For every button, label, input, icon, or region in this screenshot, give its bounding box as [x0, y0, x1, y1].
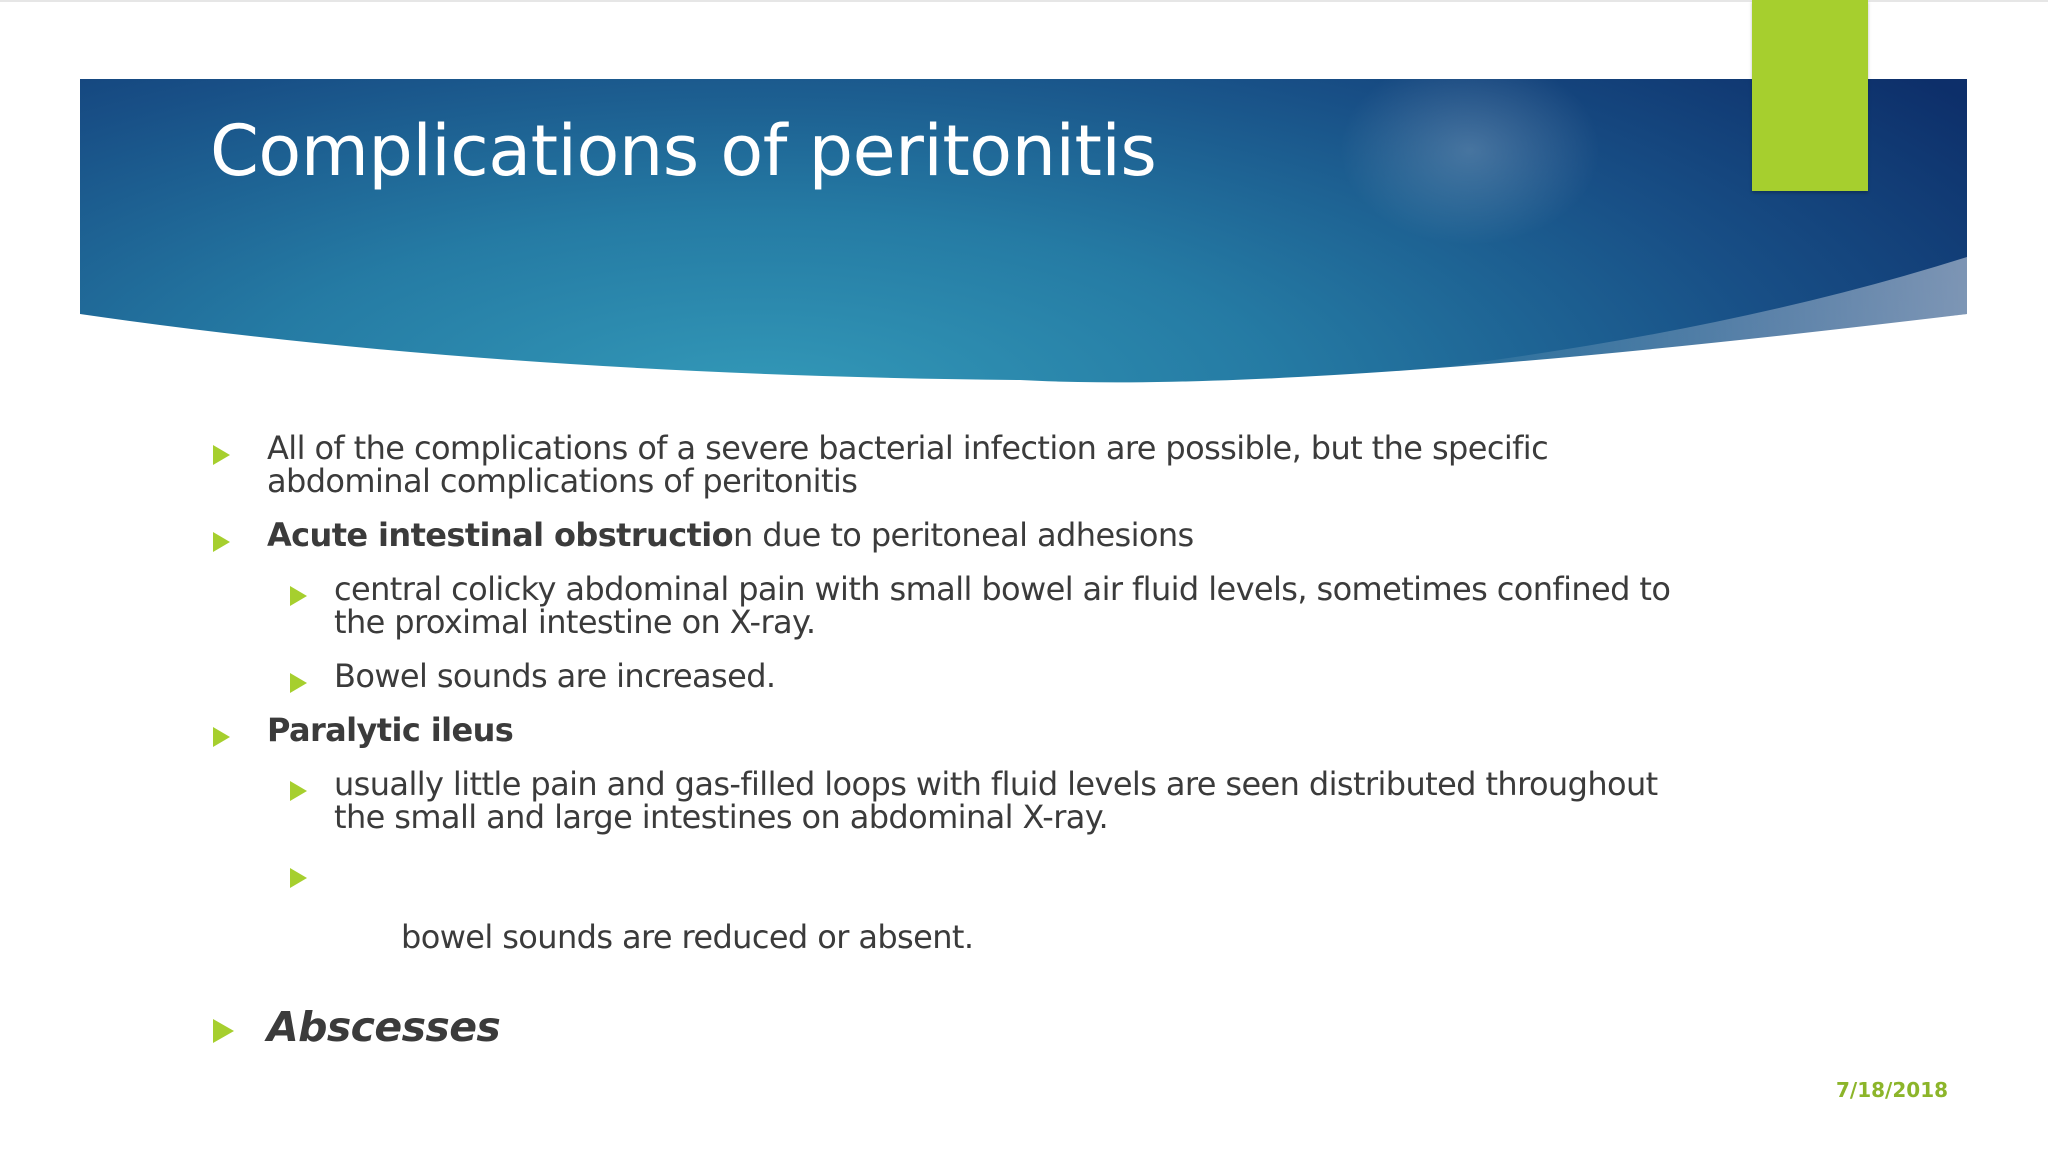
slide-title: Complications of peritonitis [210, 110, 1157, 192]
triangle-bullet-icon [213, 1019, 234, 1043]
bullet-item [210, 516, 1710, 554]
bullet-item [210, 429, 1710, 500]
bullet-line: central colicky abdominal pain with small bowel air fluid levels, sometimes confined to [334, 570, 1671, 608]
bullet-line: All of the complications of a severe bacterial infection are possible, but the specific [267, 429, 1549, 467]
bullet-item [210, 711, 1710, 749]
bullet-bold-text: Paralytic ileus [267, 711, 514, 749]
sub-bullet-item [210, 765, 1710, 836]
bullet-line: the small and large intestines on abdominal X-ray. [334, 798, 1109, 836]
triangle-bullet-icon [290, 868, 307, 888]
bullet-bold-text: Acute intestinal obstructio [267, 516, 734, 554]
bullet-text: n due to peritoneal adhesions [733, 516, 1194, 554]
sub-bullet-item [210, 570, 1710, 641]
triangle-bullet-icon [290, 673, 307, 693]
triangle-bullet-icon [290, 781, 307, 801]
sub-bullet-item [210, 657, 1710, 695]
triangle-bullet-icon [290, 586, 307, 606]
sub-bullet-item [210, 855, 1710, 987]
triangle-bullet-icon [213, 532, 230, 552]
bullet-list [210, 428, 1710, 1049]
triangle-bullet-icon [213, 445, 230, 465]
bullet-item [210, 1005, 1710, 1049]
bullet-line: usually little pain and gas-filled loops with fluid levels are seen distributed throughout [334, 765, 1658, 803]
slide-date: 7/18/2018 [1836, 1078, 1949, 1102]
title-banner [0, 0, 2048, 400]
bullet-text: Bowel sounds are increased. [334, 657, 776, 695]
bullet-line: the proximal intestine on X-ray. [334, 603, 816, 641]
triangle-bullet-icon [213, 727, 230, 747]
bullet-line: abdominal complications of peritonitis [267, 462, 858, 500]
bullet-bold-text: Abscesses [267, 1003, 501, 1051]
accent-tab [1752, 0, 1868, 191]
bullet-text: bowel sounds are reduced or absent. [391, 918, 974, 956]
